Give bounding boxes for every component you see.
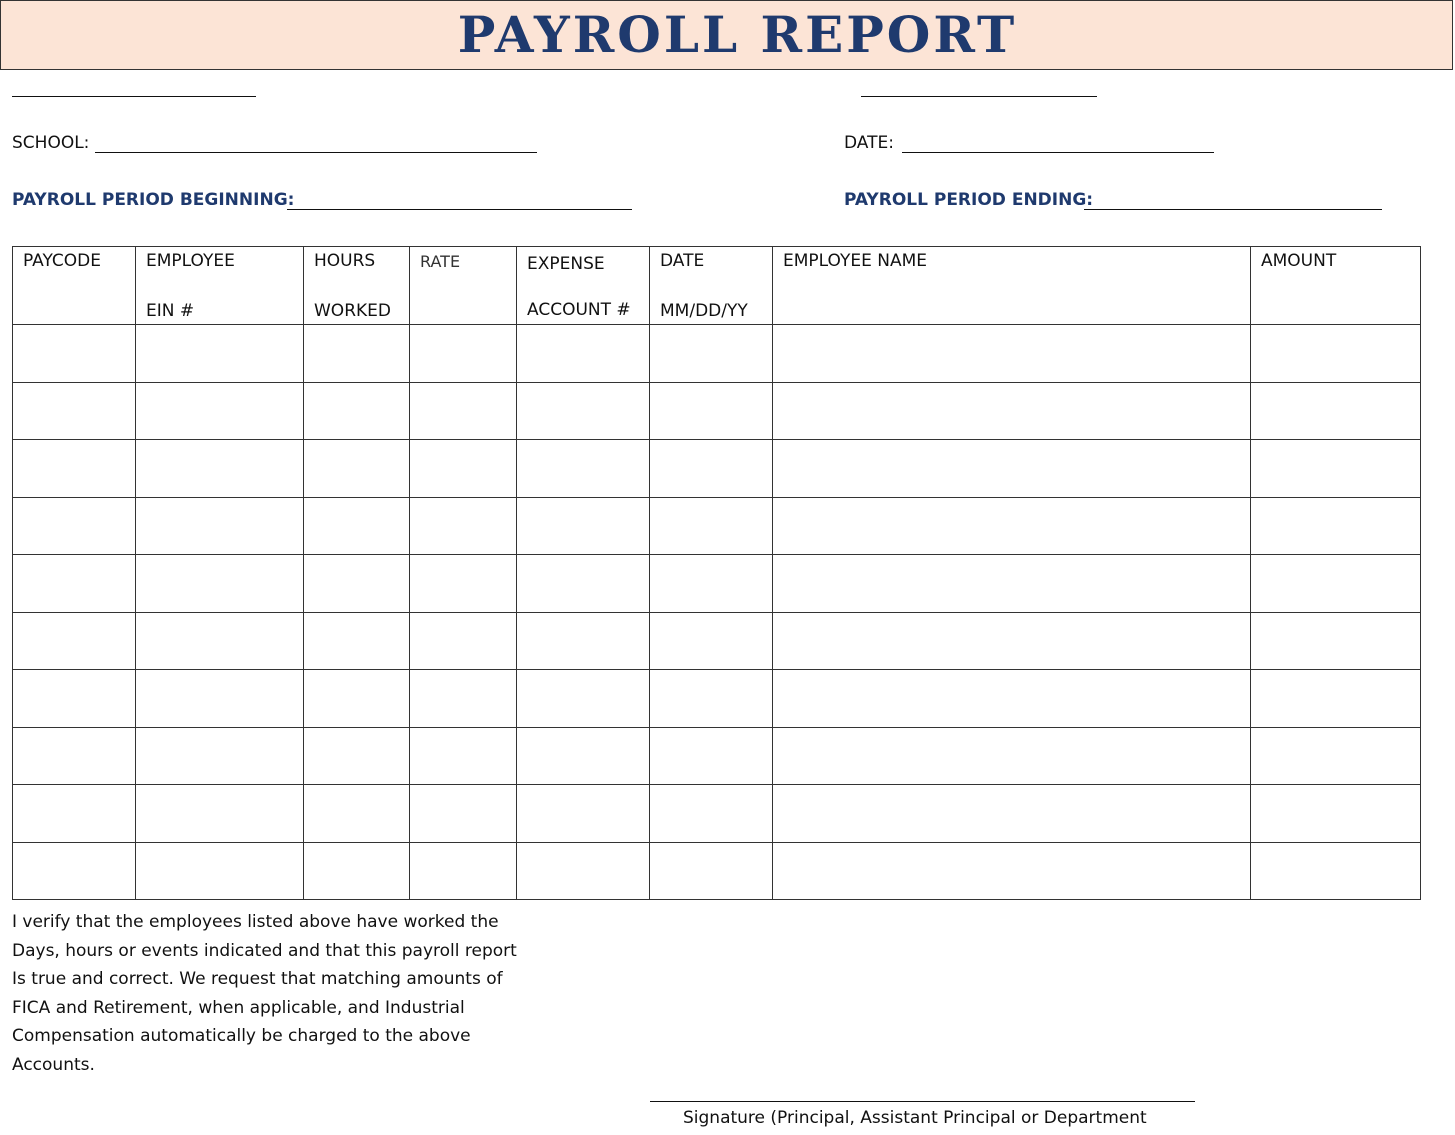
cell-amount[interactable] xyxy=(1251,612,1421,670)
cell-date[interactable] xyxy=(650,670,773,728)
cell-paycode[interactable] xyxy=(13,785,136,843)
cell-hours-worked[interactable] xyxy=(304,842,410,900)
top-left-blank-line[interactable] xyxy=(12,96,256,97)
cell-rate[interactable] xyxy=(410,727,517,785)
cell-employee-ein[interactable] xyxy=(136,440,304,498)
cell-date[interactable] xyxy=(650,842,773,900)
verification-line: Days, hours or events indicated and that this payroll report xyxy=(12,940,517,961)
column-header-hours-worked: HOURS WORKED xyxy=(304,247,410,325)
cell-hours-worked[interactable] xyxy=(304,670,410,728)
cell-date[interactable] xyxy=(650,555,773,613)
cell-amount[interactable] xyxy=(1251,382,1421,440)
cell-date[interactable] xyxy=(650,382,773,440)
verification-line: Accounts. xyxy=(12,1054,95,1075)
school-field[interactable] xyxy=(95,152,537,153)
cell-hours-worked[interactable] xyxy=(304,325,410,383)
cell-expense-account[interactable] xyxy=(517,382,650,440)
report-title: PAYROLL REPORT xyxy=(457,5,1018,64)
cell-employee-ein[interactable] xyxy=(136,382,304,440)
cell-date[interactable] xyxy=(650,440,773,498)
cell-employee-name[interactable] xyxy=(773,382,1251,440)
cell-amount[interactable] xyxy=(1251,497,1421,555)
cell-rate[interactable] xyxy=(410,842,517,900)
cell-date[interactable] xyxy=(650,727,773,785)
cell-expense-account[interactable] xyxy=(517,555,650,613)
date-label: DATE: xyxy=(844,133,894,153)
date-field[interactable] xyxy=(902,152,1214,153)
cell-employee-name[interactable] xyxy=(773,842,1251,900)
title-banner xyxy=(0,0,1453,70)
cell-date[interactable] xyxy=(650,325,773,383)
column-header-employee-ein: EMPLOYEE EIN # xyxy=(136,247,304,325)
column-header-rate: RATE xyxy=(410,247,517,325)
cell-hours-worked[interactable] xyxy=(304,785,410,843)
cell-rate[interactable] xyxy=(410,325,517,383)
cell-amount[interactable] xyxy=(1251,842,1421,900)
cell-date[interactable] xyxy=(650,497,773,555)
cell-rate[interactable] xyxy=(410,497,517,555)
cell-employee-ein[interactable] xyxy=(136,670,304,728)
cell-amount[interactable] xyxy=(1251,555,1421,613)
cell-rate[interactable] xyxy=(410,612,517,670)
cell-employee-name[interactable] xyxy=(773,440,1251,498)
cell-rate[interactable] xyxy=(410,382,517,440)
table-row xyxy=(13,842,1421,900)
cell-employee-ein[interactable] xyxy=(136,612,304,670)
cell-expense-account[interactable] xyxy=(517,325,650,383)
column-header-expense-account: EXPENSE ACCOUNT # xyxy=(517,247,650,325)
cell-expense-account[interactable] xyxy=(517,670,650,728)
cell-hours-worked[interactable] xyxy=(304,382,410,440)
cell-expense-account[interactable] xyxy=(517,612,650,670)
verification-line: Compensation automatically be charged to the above xyxy=(12,1026,471,1046)
table-header-row xyxy=(13,247,1421,325)
verification-line: Is true and correct. We request that matching amounts of xyxy=(12,969,503,989)
cell-employee-ein[interactable] xyxy=(136,785,304,843)
period-begin-label: PAYROLL PERIOD BEGINNING: xyxy=(12,190,295,210)
cell-employee-ein[interactable] xyxy=(136,727,304,785)
cell-employee-name[interactable] xyxy=(773,612,1251,670)
cell-employee-name[interactable] xyxy=(773,497,1251,555)
column-header-amount: AMOUNT xyxy=(1251,247,1421,325)
table-row xyxy=(13,440,1421,498)
cell-expense-account[interactable] xyxy=(517,727,650,785)
cell-paycode[interactable] xyxy=(13,325,136,383)
cell-hours-worked[interactable] xyxy=(304,440,410,498)
cell-employee-ein[interactable] xyxy=(136,842,304,900)
cell-rate[interactable] xyxy=(410,785,517,843)
cell-employee-ein[interactable] xyxy=(136,555,304,613)
cell-employee-ein[interactable] xyxy=(136,497,304,555)
verification-line: I verify that the employees listed above have worked the xyxy=(12,912,499,932)
cell-rate[interactable] xyxy=(410,440,517,498)
table-row xyxy=(13,785,1421,843)
signature-caption: Signature (Principal, Assistant Principal or Department xyxy=(683,1108,1147,1128)
cell-paycode[interactable] xyxy=(13,382,136,440)
signature-field[interactable] xyxy=(650,1101,1195,1102)
cell-employee-name[interactable] xyxy=(773,785,1251,843)
payroll-table xyxy=(12,246,1421,900)
cell-paycode[interactable] xyxy=(13,670,136,728)
cell-amount[interactable] xyxy=(1251,727,1421,785)
column-header-paycode: PAYCODE xyxy=(13,247,136,325)
cell-paycode[interactable] xyxy=(13,555,136,613)
cell-paycode[interactable] xyxy=(13,497,136,555)
cell-expense-account[interactable] xyxy=(517,842,650,900)
cell-paycode[interactable] xyxy=(13,727,136,785)
cell-employee-name[interactable] xyxy=(773,555,1251,613)
table-body xyxy=(13,325,1421,900)
table-row xyxy=(13,325,1421,383)
cell-date[interactable] xyxy=(650,785,773,843)
verification-statement xyxy=(12,908,572,1079)
cell-hours-worked[interactable] xyxy=(304,612,410,670)
cell-employee-name[interactable] xyxy=(773,727,1251,785)
cell-date[interactable] xyxy=(650,612,773,670)
table-row xyxy=(13,612,1421,670)
cell-employee-name[interactable] xyxy=(773,670,1251,728)
period-end-field[interactable] xyxy=(1084,209,1382,210)
cell-amount[interactable] xyxy=(1251,325,1421,383)
cell-amount[interactable] xyxy=(1251,785,1421,843)
school-label: SCHOOL: xyxy=(12,133,90,153)
period-begin-field[interactable] xyxy=(287,209,632,210)
cell-hours-worked[interactable] xyxy=(304,727,410,785)
column-header-employee-name: EMPLOYEE NAME xyxy=(773,247,1251,325)
cell-paycode[interactable] xyxy=(13,842,136,900)
column-header-date: DATE MM/DD/YY xyxy=(650,247,773,325)
table-row xyxy=(13,555,1421,613)
cell-expense-account[interactable] xyxy=(517,785,650,843)
cell-expense-account[interactable] xyxy=(517,497,650,555)
cell-employee-name[interactable] xyxy=(773,325,1251,383)
table-row xyxy=(13,727,1421,785)
cell-employee-ein[interactable] xyxy=(136,325,304,383)
table-row xyxy=(13,670,1421,728)
cell-rate[interactable] xyxy=(410,670,517,728)
cell-hours-worked[interactable] xyxy=(304,497,410,555)
cell-expense-account[interactable] xyxy=(517,440,650,498)
cell-paycode[interactable] xyxy=(13,612,136,670)
table-row xyxy=(13,497,1421,555)
period-end-label: PAYROLL PERIOD ENDING: xyxy=(844,190,1094,210)
cell-paycode[interactable] xyxy=(13,440,136,498)
cell-amount[interactable] xyxy=(1251,440,1421,498)
cell-rate[interactable] xyxy=(410,555,517,613)
cell-hours-worked[interactable] xyxy=(304,555,410,613)
table-row xyxy=(13,382,1421,440)
cell-amount[interactable] xyxy=(1251,670,1421,728)
verification-line: FICA and Retirement, when applicable, and Industrial xyxy=(12,997,465,1018)
top-right-blank-line[interactable] xyxy=(861,96,1097,97)
